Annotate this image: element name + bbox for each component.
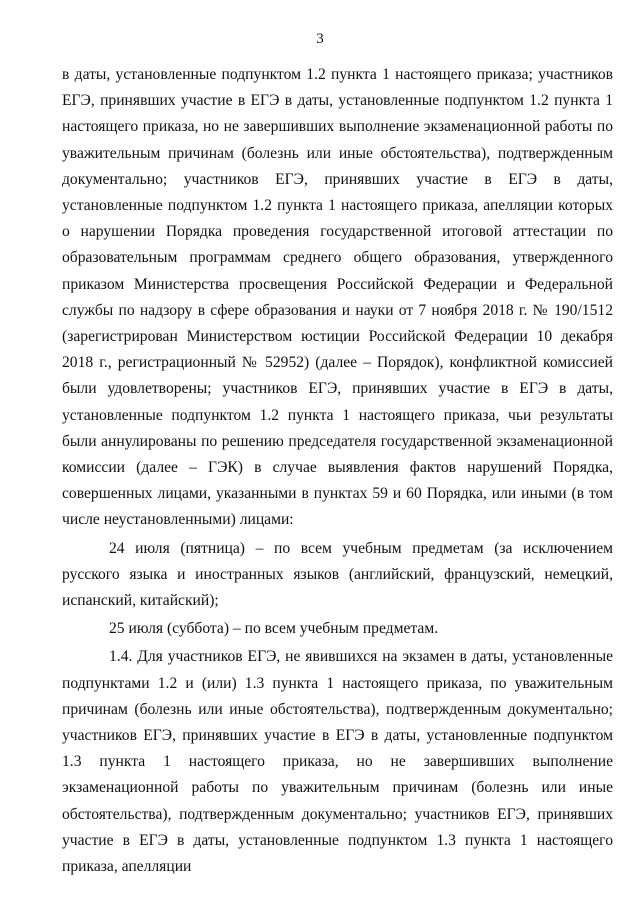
paragraph-continuation: в даты, установленные подпунктом 1.2 пункта 1 настоящего приказа; участников ЕГЭ, принявших участие в ЕГЭ в даты, установленные подпунктом 1.2 пункта 1 настоящего приказа, но не завершивших выполнение экзаменационной работы по уважительным причинам (болезнь или иные обстоятельства), подтвержденным документально; участников ЕГЭ, принявших участие в ЕГЭ в даты, установленные подпунктом 1.2 пункта 1 настоящего приказа, апелляции которых о нарушении Порядка проведения государственной итоговой аттестации по образовательным программам среднего общего образования, утвержденного приказом Министерства просвещения Российской Федерации и Федеральной службы по надзору в сфере образования и науки от 7 ноября 2018 г. № 190/1512 (зарегистрирован Министерством юстиции Российской Федерации 10 декабря 2018 г., регистрационный № 52952) (далее – Порядок), конфликтной комиссией были удовлетворены; участников ЕГЭ, принявших участие в ЕГЭ в даты, установленные подпунктом 1.2 пункта 1 настоящего приказа, чьи результаты были аннулированы по решению председателя государственной экзаменационной комиссии (далее – ГЭК) в случае выявления фактов нарушений Порядка, совершенных лицами, указанными в пунктах 59 и 60 Порядка, или иными (в том числе неустановленными) лицами: [62, 66, 613, 529]
paragraph-item-1-4: 1.4. Для участников ЕГЭ, не явившихся на экзамен в даты, установленные подпунктами 1.2 и (или) 1.3 пункта 1 настоящего приказа, по уважительным причинам (болезнь или иные обстоятельства), подтвержденным документально; участников ЕГЭ, принявших участие в ЕГЭ в даты, установленные подпунктом 1.3 пункта 1 настоящего приказа, но не завершивших выполнение экзаменационной работы по уважительным причинам (болезнь или иные обстоятельства), подтвержденным документально; участников ЕГЭ, принявших участие в ЕГЭ в даты, установленные подпунктом 1.3 пункта 1 настоящего приказа, апелляции [62, 648, 613, 876]
paragraph-date-july-25: 25 июля (суббота) – по всем учебным предметам. [109, 620, 439, 638]
page-number: 3 [316, 31, 324, 47]
paragraph-date-july-24: 24 июля (пятница) – по всем учебным предметам (за исключением русского языка и иностранных языков (английский, французский, немецкий, испанский, китайский); [62, 539, 613, 610]
document-body [62, 62, 613, 880]
